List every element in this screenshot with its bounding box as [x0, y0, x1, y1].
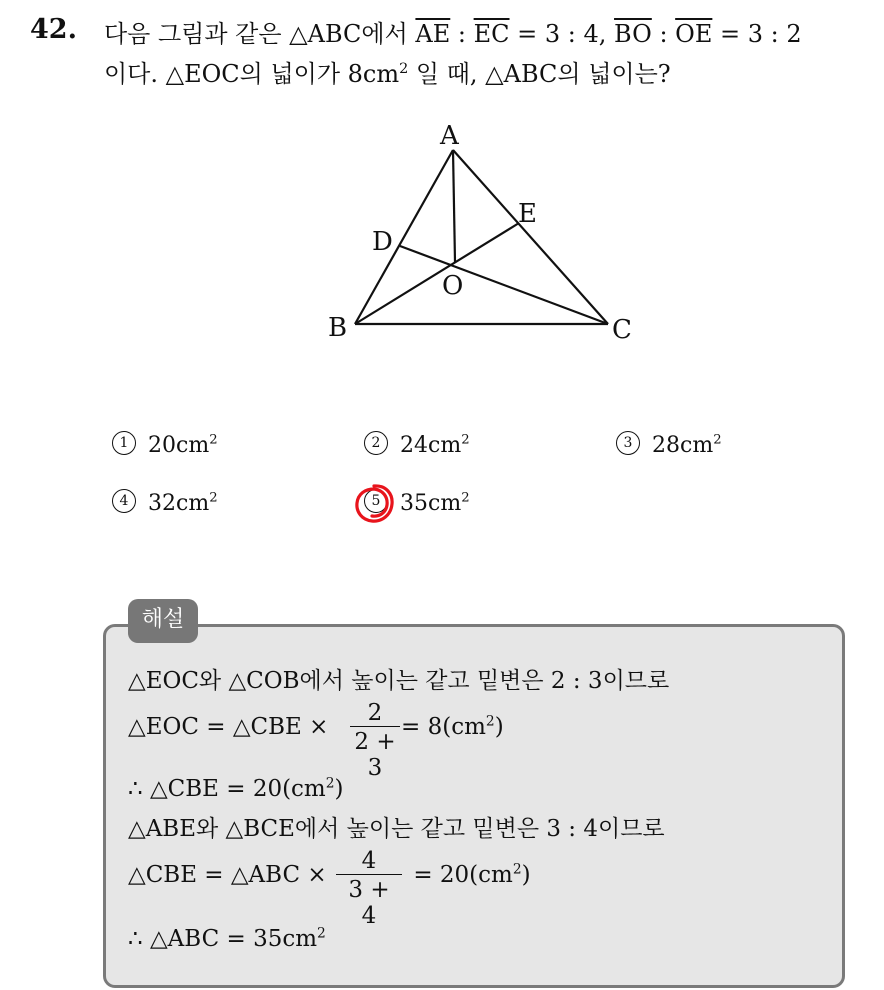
- ratio-colon: :: [651, 20, 676, 48]
- side-ab: [355, 150, 453, 324]
- equation-right-text: = 20(cm: [413, 862, 513, 888]
- choice-3[interactable]: [616, 432, 722, 458]
- label-a: A: [440, 121, 459, 151]
- choice-value: [400, 433, 470, 458]
- fraction-2-over-5: [350, 700, 400, 781]
- equation-right-text: = 8(cm: [401, 714, 486, 740]
- question-number: 42.: [30, 14, 77, 45]
- unit-exponent: 2: [512, 861, 522, 878]
- choice-value-text: 35cm: [400, 490, 462, 516]
- question-ask: 일 때, △ABC의 넓이는?: [408, 60, 671, 88]
- question-given-area: 이다. △EOC의 넓이가 8cm: [104, 60, 400, 88]
- triangle-figure: [320, 112, 640, 352]
- equation-left: △EOC = △CBE ×: [128, 714, 329, 740]
- label-c: C: [612, 315, 632, 345]
- conclusion-text: ∴ △CBE = 20(cm: [128, 776, 326, 802]
- label-b: B: [328, 313, 348, 343]
- segment-dc: [400, 246, 608, 324]
- fraction-denominator: 3 + 4: [336, 874, 402, 929]
- choice-number-marker: 2: [364, 431, 388, 455]
- solution-line-2: [128, 714, 504, 740]
- unit-exponent: 2: [209, 490, 218, 506]
- closing-paren: ): [521, 862, 531, 888]
- side-ac: [453, 150, 608, 324]
- choice-1[interactable]: [112, 432, 218, 458]
- segment-ae: $\overline{AE}$: [415, 20, 451, 48]
- solution-line-6: [128, 926, 326, 952]
- unit-exponent: 2: [461, 490, 470, 506]
- solution-line-5: [128, 862, 531, 888]
- choice-number-marker: 5: [364, 489, 388, 513]
- choice-value: [148, 491, 218, 516]
- question-intro: 다음 그림과 같은 △ABC에서: [104, 20, 408, 48]
- question-text-line-1: [104, 14, 802, 49]
- segment-ec: $\overline{EC}$: [473, 20, 510, 48]
- choice-value: [148, 433, 218, 458]
- choice-number-marker: 1: [112, 431, 136, 455]
- unit-exponent: 2: [399, 61, 409, 77]
- closing-paren: ): [334, 776, 344, 802]
- final-answer-text: ∴ △ABC = 35cm: [128, 926, 318, 952]
- fraction-numerator: 2: [367, 700, 383, 726]
- answer-circle-mark: [350, 480, 398, 528]
- solution-tab: 해설: [128, 599, 198, 643]
- unit-exponent: 2: [325, 775, 335, 792]
- choice-4[interactable]: [112, 490, 218, 516]
- choice-value: [652, 433, 722, 458]
- choice-number-marker: 3: [616, 431, 640, 455]
- unit-exponent: 2: [713, 432, 722, 448]
- unit-exponent: 2: [317, 925, 326, 942]
- choice-value-text: 24cm: [400, 432, 462, 458]
- unit-exponent: 2: [485, 713, 495, 730]
- solution-line-4: △ABE와 △BCE에서 높이는 같고 밑변은 3 : 4이므로: [128, 816, 665, 842]
- solution-line-3: [128, 776, 344, 802]
- label-d: D: [372, 227, 393, 257]
- label-e: E: [518, 199, 537, 229]
- label-o: O: [442, 271, 464, 301]
- choice-value-text: 20cm: [148, 432, 210, 458]
- unit-exponent: 2: [209, 432, 218, 448]
- fraction-4-over-7: [336, 848, 402, 929]
- choice-number-marker: 4: [112, 489, 136, 513]
- equation-left: △CBE = △ABC ×: [128, 862, 327, 888]
- closing-paren: ): [494, 714, 504, 740]
- segment-bo: $\overline{BO}$: [614, 20, 652, 48]
- ratio-ae-ec: = 3 : 4,: [509, 20, 607, 48]
- choice-value-text: 28cm: [652, 432, 714, 458]
- equation-right: [413, 862, 530, 888]
- segment-ao: [453, 150, 455, 262]
- equation-right: [401, 714, 504, 740]
- solution-line-1: △EOC와 △COB에서 높이는 같고 밑변은 2 : 3이므로: [128, 668, 670, 694]
- ratio-colon: :: [450, 20, 474, 48]
- ratio-bo-oe: = 3 : 2: [712, 20, 802, 48]
- choice-value: [400, 491, 470, 516]
- choice-2[interactable]: [364, 432, 470, 458]
- fraction-numerator: 4: [361, 848, 377, 874]
- unit-exponent: 2: [461, 432, 470, 448]
- answer-scribble: [357, 486, 392, 521]
- fraction-denominator: 2 + 3: [350, 726, 400, 781]
- segment-oe: $\overline{OE}$: [675, 20, 713, 48]
- choice-value-text: 32cm: [148, 490, 210, 516]
- question-text-line-2: [104, 54, 671, 89]
